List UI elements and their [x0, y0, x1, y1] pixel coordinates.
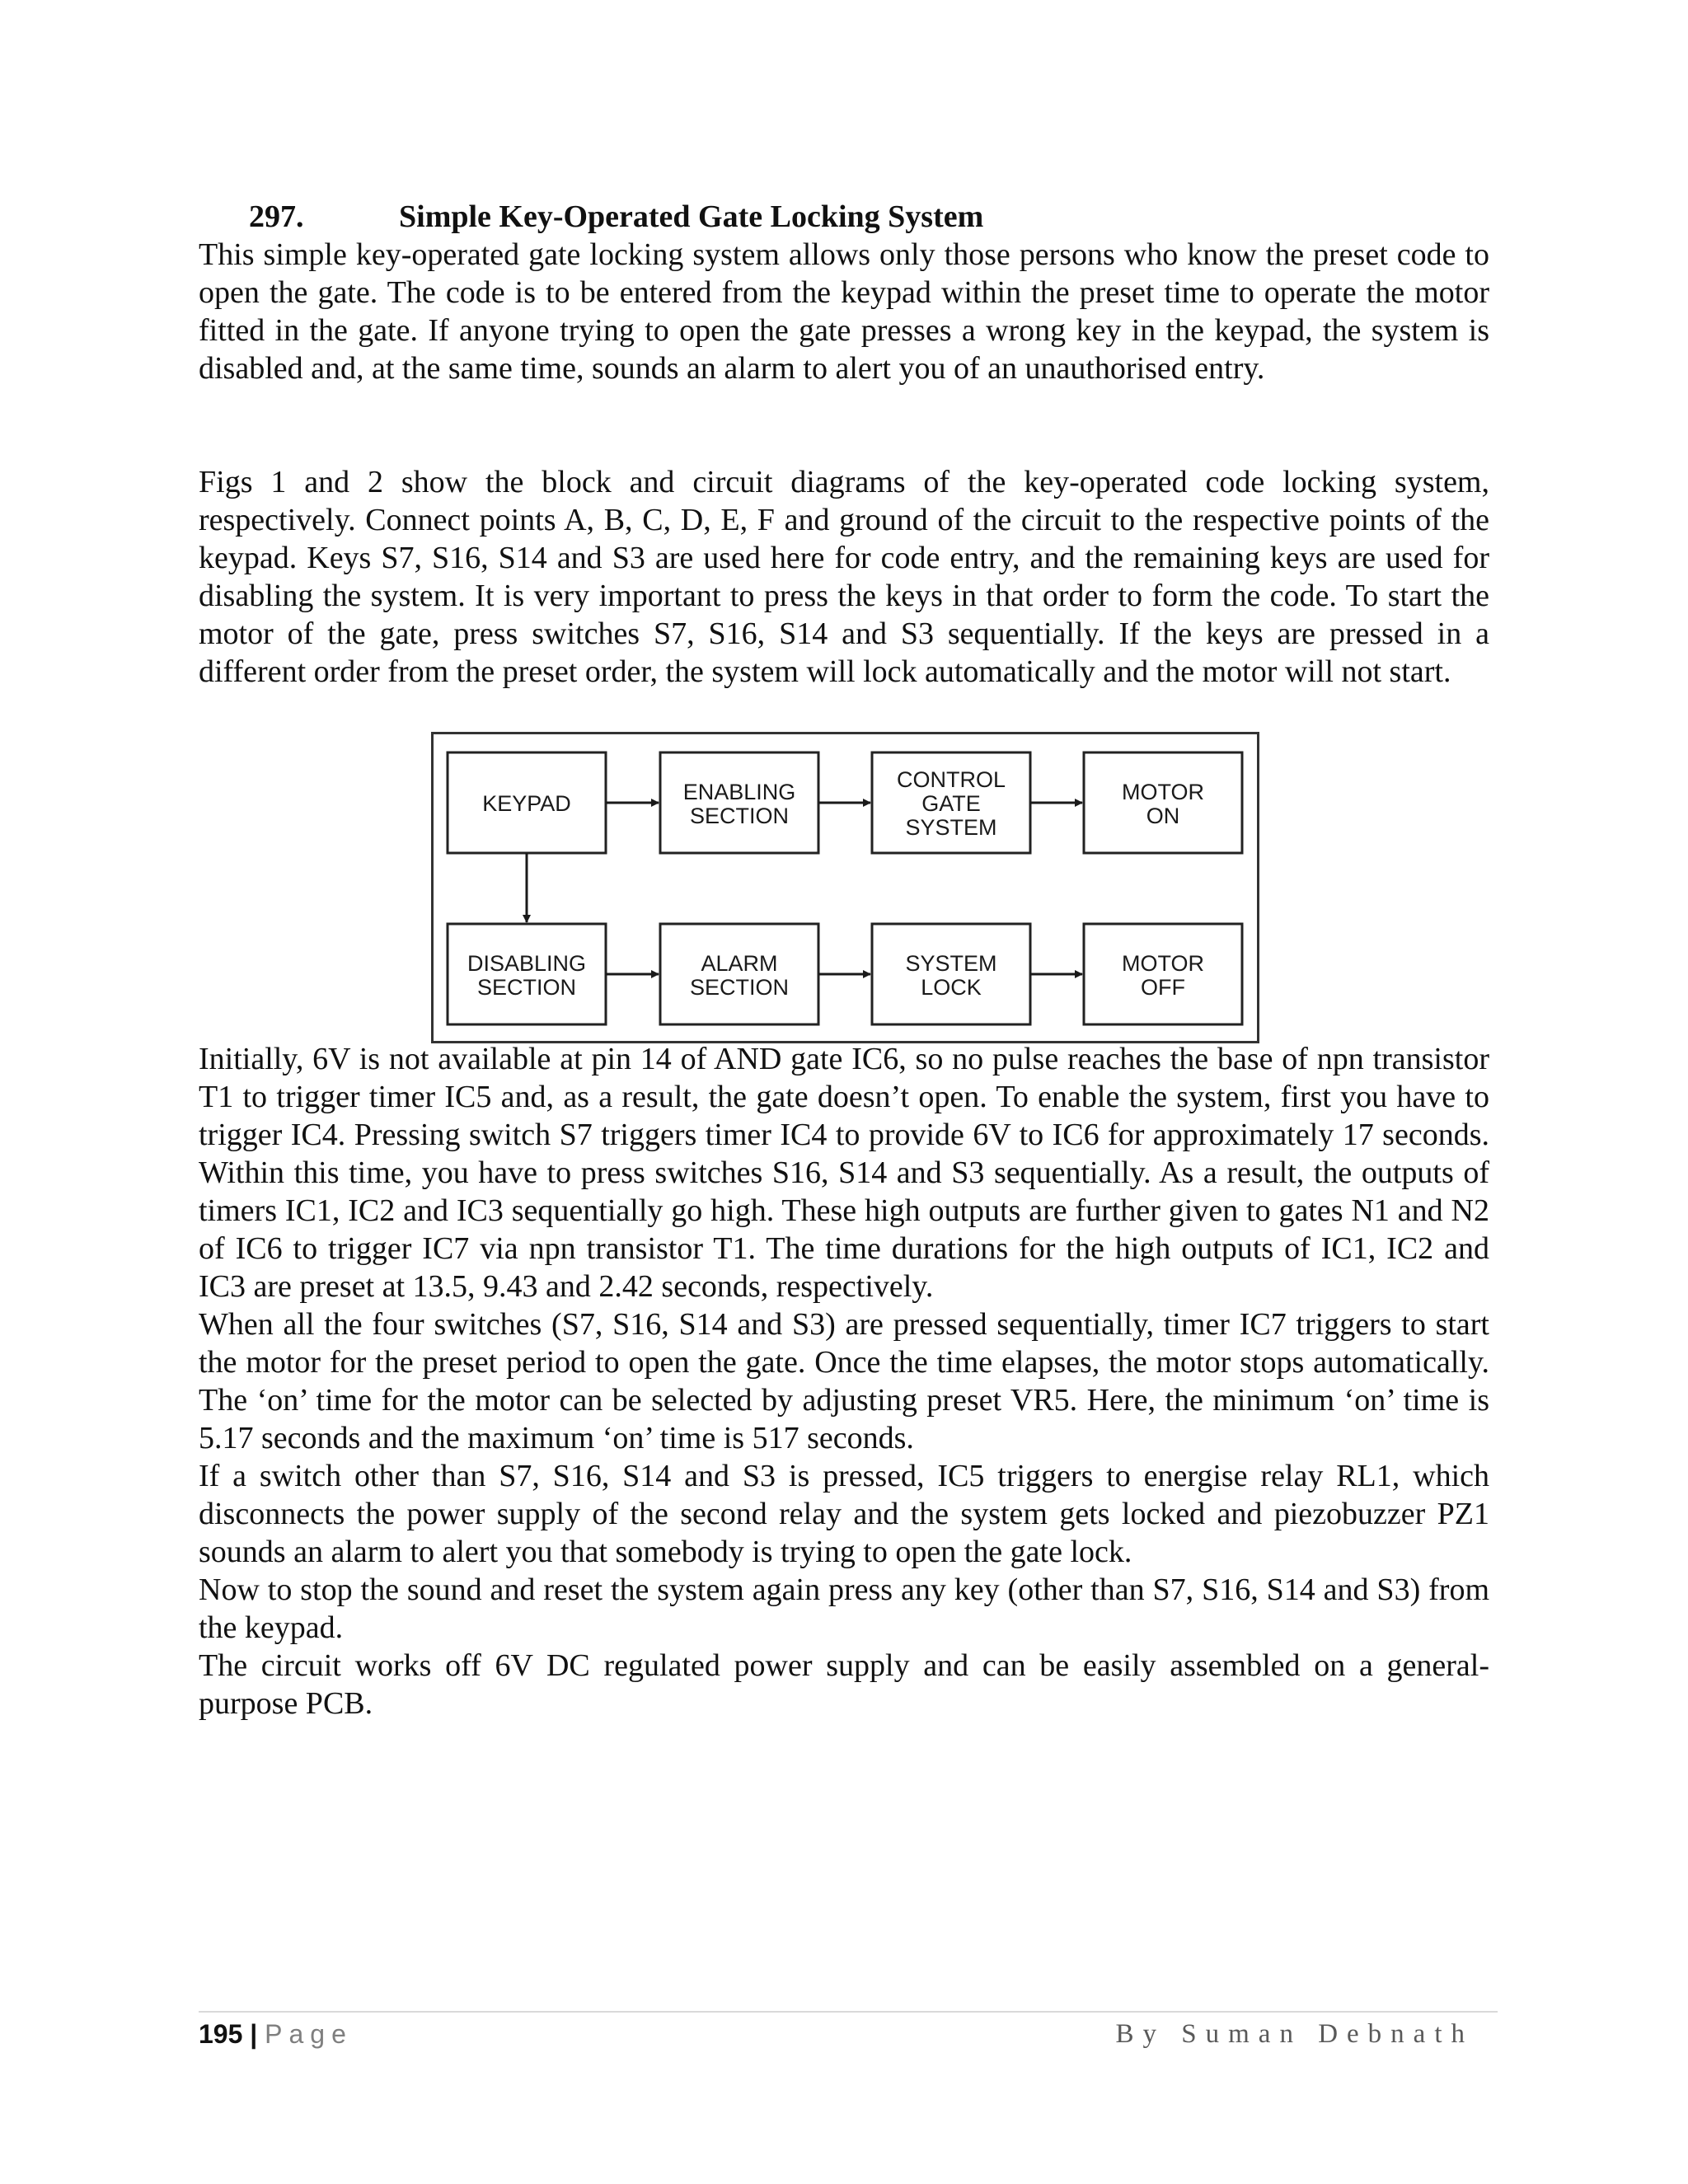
block-label: SECTION [689, 804, 790, 828]
block-label: ENABLING [682, 780, 796, 804]
block-label: SECTION [476, 975, 577, 1000]
page-word: Page [265, 2019, 353, 2049]
block-label: MOTOR [1122, 780, 1204, 804]
section-heading [249, 198, 983, 236]
block-system-lock [872, 924, 1030, 1024]
block-label: OFF [1141, 975, 1185, 1000]
block-label: SYSTEM [905, 815, 997, 840]
block-label: LOCK [921, 975, 982, 1000]
block-control-gate-system [872, 752, 1030, 853]
block-label: ALARM [701, 951, 778, 976]
footer-separator: | [250, 2019, 258, 2049]
block-label: MOTOR [1122, 951, 1204, 976]
block-label: SYSTEM [905, 951, 997, 976]
block-label: SECTION [689, 975, 790, 1000]
block-motor-on [1084, 752, 1242, 853]
paragraph-figures: Figs 1 and 2 show the block and circuit diagrams of the key-operated code locking system, respectively. Connect points A, B, C, D, E, F and ground of the circuit to the respective points of the keypad. Keys S7, S16, S14 and S3 are used here for code entry, and the remaining keys are used for disabling the system. It is very important to press the keys in that order to form the code. To start the motor of the gate, press switches S7, S16, S14 and S3 sequentially. If the keys are pressed in a different order from the preset order, the system will lock automatically and the motor will not start. [199, 465, 1489, 689]
section-number: 297. [249, 199, 304, 234]
page-number-footer [199, 2018, 353, 2050]
block-enabling-section [660, 752, 818, 853]
block-keypad [448, 752, 606, 853]
block-label: DISABLING [467, 951, 587, 976]
intro-block [199, 236, 1489, 387]
block-label: ON [1146, 804, 1180, 828]
figures-block [199, 463, 1489, 691]
paragraph-reset: Now to stop the sound and reset the system again press any key (other than S7, S16, S14 and S3) from the keypad. [199, 1572, 1489, 1645]
footer-divider [199, 2011, 1498, 2013]
paragraph-motor-start: When all the four switches (S7, S16, S14 and S3) are pressed sequentially, timer IC7 triggers to start the motor for the preset period to open the gate. Once the time elapses, the motor stops automatically. The ‘on’ time for the motor can be selected by adjusting preset VR5. Here, the minimum ‘on’ time is 5.17 seconds and the maximum ‘on’ time is 517 seconds. [199, 1307, 1489, 1455]
operation-block [199, 1040, 1489, 1722]
author-credit: By Suman Debnath [1115, 2019, 1474, 2049]
block-disabling-section [448, 924, 606, 1024]
block-alarm-section [660, 924, 818, 1024]
block-motor-off [1084, 924, 1242, 1024]
paragraph-initial-state: Initially, 6V is not available at pin 14 of AND gate IC6, so no pulse reaches the base of npn transistor T1 to trigger timer IC5 and, as a result, the gate doesn’t open. To enable the system, first you have to trigger IC4. Pressing switch S7 triggers timer IC4 to provide 6V to IC6 for approximately 17 seconds. Within this time, you have to press switches S16, S14 and S3 sequentially. As a result, the outputs of timers IC1, IC2 and IC3 sequentially go high. These high outputs are further given to gates N1 and N2 of IC6 to trigger IC7 via npn transistor T1. The time durations for the high outputs of IC1, IC2 and IC3 are preset at 13.5, 9.43 and 2.42 seconds, respectively. [199, 1042, 1489, 1304]
paragraph-power-supply: The circuit works off 6V DC regulated power supply and can be easily assembled on a general-purpose PCB. [199, 1648, 1489, 1721]
block-label: GATE [921, 791, 981, 816]
section-title: Simple Key-Operated Gate Locking System [399, 199, 984, 234]
paragraph-intro: This simple key-operated gate locking system allows only those persons who know the preset code to open the gate. The code is to be entered from the keypad within the preset time to operate the motor fitted in the gate. If anyone trying to open the gate presses a wrong key in the keypad, the system is disabled and, at the same time, sounds an alarm to alert you of an unauthorised entry. [199, 237, 1489, 386]
block-label: CONTROL [896, 767, 1006, 792]
block-diagram [431, 732, 1259, 1043]
block-label: KEYPAD [482, 791, 571, 816]
page-number: 195 [199, 2019, 243, 2049]
paragraph-wrong-key: If a switch other than S7, S16, S14 and S3 is pressed, IC5 triggers to energise relay RL1, which disconnects the power supply of the second relay and the system gets locked and piezobuzzer PZ1 sounds an alarm to alert you that somebody is trying to open the gate lock. [199, 1459, 1489, 1569]
block-diagram-figure [431, 732, 1259, 1043]
